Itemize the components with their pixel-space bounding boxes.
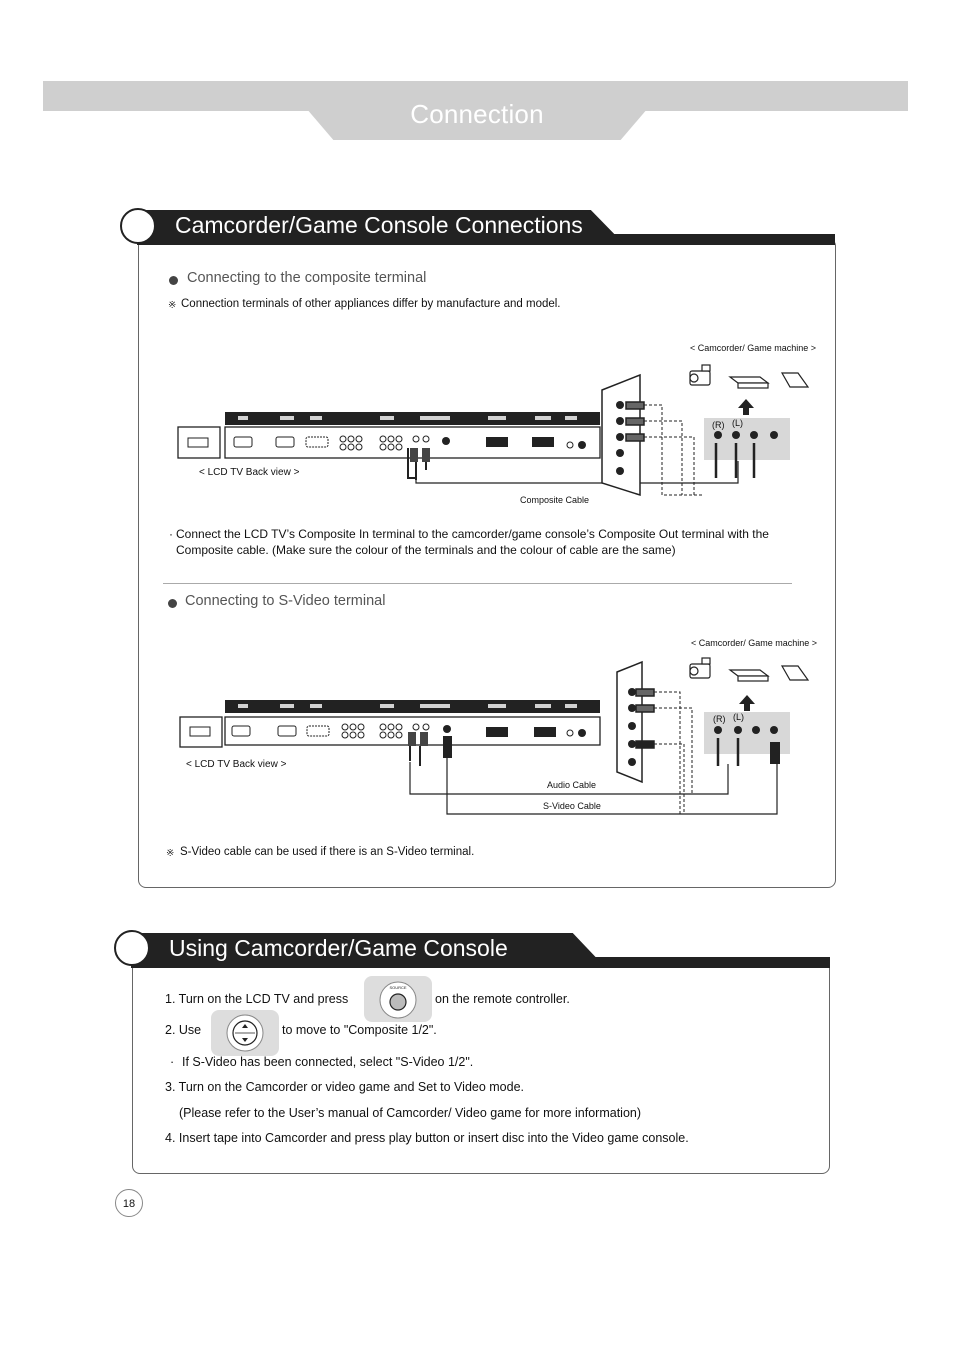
- arrow-up-icon: [739, 695, 755, 711]
- source-button-label: SOURCE: [389, 985, 407, 990]
- svideo-device-label: < Camcorder/ Game machine >: [691, 638, 818, 648]
- composite-desc-line2: Composite cable. (Make sure the colour of the terminals and the colour of cable are the same): [176, 543, 676, 557]
- svideo-note-mark: ※: [166, 848, 175, 859]
- step1-text: 1. Turn on the LCD TV and press: [165, 992, 349, 1006]
- step1-text-post: on the remote controller.: [435, 992, 570, 1006]
- step3-note: (Please refer to the User’s manual of Camcorder/ Video game for more information): [179, 1106, 642, 1120]
- composite-heading: Connecting to the composite terminal: [187, 270, 427, 286]
- arrow-up-icon: [738, 399, 754, 415]
- step3-text: 3. Turn on the Camcorder or video game and Set to Video mode.: [165, 1080, 525, 1094]
- composite-tv-label: < LCD TV Back view >: [199, 467, 300, 478]
- composite-note: Connection terminals of other appliances differ by manufacture and model.: [181, 298, 561, 310]
- svideo-l-label: (L): [733, 712, 744, 722]
- svideo-heading: Connecting to S-Video terminal: [185, 593, 386, 609]
- svideo-note: S-Video cable can be used if there is an S-Video terminal.: [180, 846, 475, 858]
- composite-diagram: [170, 355, 820, 510]
- step2-text: 2. Use: [165, 1023, 202, 1037]
- note-mark: ※: [168, 300, 177, 311]
- svideo-r-label: (R): [713, 714, 726, 724]
- step2-note-bullet: ·: [170, 1055, 175, 1069]
- svideo-cable-label: S-Video Cable: [543, 801, 601, 811]
- page-title: Connection: [410, 99, 544, 129]
- section2-bar: [575, 957, 830, 968]
- composite-device-label: < Camcorder/ Game machine >: [690, 343, 817, 353]
- composite-r-label: (R): [712, 420, 725, 430]
- composite-l-label: (L): [732, 418, 743, 428]
- svideo-diagram: [170, 650, 820, 820]
- camcorder-icon: [690, 658, 710, 678]
- source-button-image: [364, 976, 432, 1022]
- svideo-tv-label: < LCD TV Back view >: [186, 759, 287, 770]
- camcorder-icon: [690, 365, 710, 385]
- composite-cable-label: Composite Cable: [520, 495, 590, 505]
- section1-title: Camcorder/Game Console Connections: [175, 212, 583, 238]
- source-button-icon: [364, 976, 432, 1022]
- composite-bullet: [169, 276, 178, 285]
- section1-circle: [120, 208, 156, 244]
- game-console-icon: [730, 373, 808, 388]
- composite-desc-bullet: ·: [169, 527, 173, 541]
- section2-circle: [114, 930, 150, 966]
- section2-title: Using Camcorder/Game Console: [169, 935, 508, 961]
- updown-button-icon: [211, 1010, 279, 1056]
- page-number: 18: [115, 1189, 143, 1217]
- audio-cable-label: Audio Cable: [547, 780, 597, 790]
- step2-text-post: to move to "Composite 1/2".: [282, 1023, 437, 1037]
- step4-text: 4. Insert tape into Camcorder and press play button or insert disc into the Video game console.: [165, 1131, 689, 1145]
- updown-button-image: [211, 1010, 279, 1056]
- step2-note: If S-Video has been connected, select "S-Video 1/2".: [182, 1055, 474, 1069]
- composite-desc-line1: Connect the LCD TV’s Composite In terminal to the camcorder/game console’s Composite Out terminal with the: [176, 527, 769, 541]
- game-console-icon: [730, 666, 808, 681]
- section1-divider: [163, 583, 792, 584]
- svideo-bullet: [168, 599, 177, 608]
